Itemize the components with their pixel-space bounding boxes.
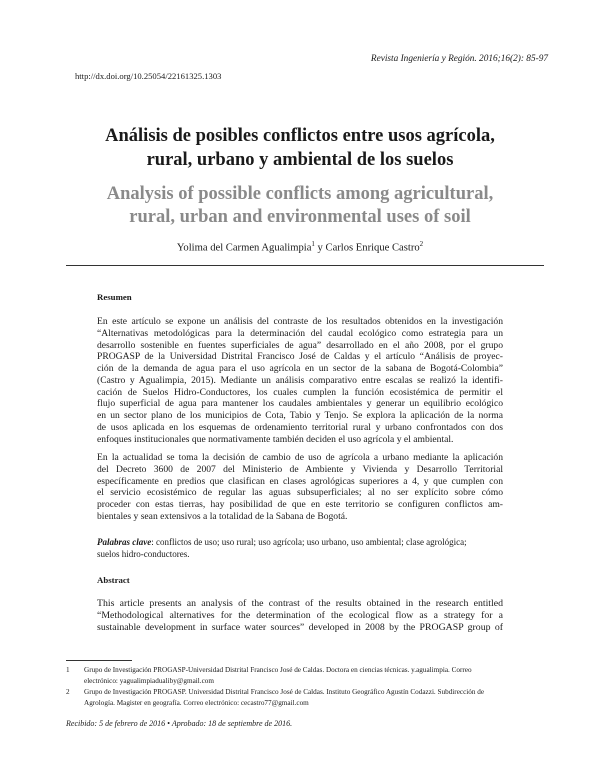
footnote-1: [66, 665, 550, 686]
resumen-paragraph-2: [97, 452, 503, 523]
footnote-line: Agrología. Magister en geografía. Correo electrónico: cecastro77@gmail.com: [84, 698, 309, 707]
title-spanish-line: rural, urbano y ambiental de los suelos: [146, 150, 454, 170]
keywords-list: : conflictos de uso; uso rural; uso agrícola; uso urbano, uso ambiental; clase agrológica;: [151, 537, 467, 547]
footnote-number: 1: [66, 666, 70, 674]
text-line: desarrollo sostenible en fuentes superficiales de agua” desarrollado en el año 2008, por el grupo: [97, 339, 503, 351]
text-line: cación de Suelos Hidro-Conductores, los cuales cumplen la función ecosistémica de permitir el: [97, 386, 503, 398]
title-english-line: Analysis of possible conflicts among agricultural,: [106, 184, 494, 204]
footnote-line: [66, 687, 550, 698]
text-line: sustainable development in surface water sources” developed in 2008 by the PROGASP group of: [97, 622, 503, 633]
keywords-line: suelos hidro-conductores.: [97, 549, 190, 559]
abstract-heading: Abstract: [97, 575, 130, 585]
text-line: En la actualidad se toma la decisión de cambio de uso de agrícola a urbano mediante la aplicación: [97, 452, 503, 463]
resumen-paragraph-1: [97, 316, 503, 445]
abstract-paragraph-1: [97, 598, 503, 634]
footnote-divider: [66, 660, 132, 661]
footnote-text: Grupo de Investigación PROGASP-Universidad Distrital Francisco José de Caldas. Doctora en ciencias técnicas. y.agualimpia. Correo: [84, 666, 472, 674]
footnote-text: Grupo de Investigación PROGASP. Universidad Distrital Francisco José de Caldas. Instituto Geográfico Agustín Codazzi. Subdirección de: [84, 688, 485, 696]
text-line: en un sector plano de los municipios de Cota, Tabio y Tenjo. Se explora la aplicación de la norma: [97, 410, 503, 421]
text-line: del Decreto 3600 de 2007 del Ministerio de Ambiente y Vivienda y Desarrollo Territorial: [97, 463, 503, 475]
text-line: enfoques institucionales que normativamente también deciden el uso agrícola y el ambiental.: [97, 433, 454, 445]
text-line: (Castro y Agualimpia, 2015). Mediante un análisis comparativo entre escalas se realizó la identifi-: [97, 374, 503, 386]
author-name: Carlos Enrique Castro: [325, 242, 420, 254]
title-english: [0, 183, 600, 229]
keywords-line: [97, 536, 503, 548]
footnote-number: 2: [66, 688, 70, 696]
author-conjunction: y: [314, 242, 326, 254]
footnote-2: [66, 687, 550, 708]
text-line: proceder con estas tierras, hay posibilidad de que en este territorio se configuren conflictos am-: [97, 499, 503, 510]
text-line: PROGASP de la Universidad Distrital Francisco José de Caldas y el artículo “Análisis de proyec-: [97, 351, 503, 363]
author-name: Yolima del Carmen Agualimpia: [176, 242, 312, 254]
text-line: bientales y sean extensivos a la totalidad de la Sabana de Bogotá.: [97, 510, 348, 522]
title-english-line: rural, urban and environmental uses of soil: [129, 207, 471, 227]
text-line: de usos aplicada en los esquemas de ordenamiento territorial rural y urbano confrontados con dos: [97, 421, 503, 433]
text-line: “Methodological alternatives for the determination of the ecological flow as a strategy for a: [97, 610, 503, 621]
author-list: [0, 240, 600, 254]
footnote-marker: 1: [311, 240, 315, 248]
title-spanish-line: Análisis de posibles conflictos entre usos agrícola,: [105, 126, 495, 146]
doi-link[interactable]: http://dx.doi.org/10.25054/22161325.1303: [75, 71, 222, 81]
footnote-marker: 2: [419, 240, 424, 248]
text-line: This article presents an analysis of the contrast of the results obtained in the research entitled: [97, 598, 503, 609]
received-approved-dates: Recibido: 5 de febrero de 2016 • Aprobado: 18 de septiembre de 2016.: [66, 719, 293, 728]
keywords-label: Palabras clave: [97, 537, 152, 547]
keywords: [97, 536, 503, 560]
footnote-line: electrónico: yagualimpiadualiby@gmail.com: [84, 676, 214, 685]
text-line: específicamente en predios que clasifican en clases agrológicas superiores a 4, y que cumplen con: [97, 475, 503, 487]
text-line: ción de la demanda de agua para el uso agrícola en un sector de la sabana de Bogotá-Colombia”: [97, 363, 503, 374]
title-spanish: [0, 124, 600, 172]
footnote-line: [66, 665, 550, 676]
title-divider: [66, 265, 544, 266]
text-line: el servicio ecosistémico de regular las aguas subsuperficiales; al no ser explícito sobre cómo: [97, 487, 503, 499]
text-line: En este artículo se expone un análisis del contraste de los resultados obtenidos en la investigación: [97, 316, 503, 327]
text-line: “Alternativas metodológicas para la determinación del caudal ecológico como estrategia para un: [97, 327, 503, 339]
journal-citation: Revista Ingeniería y Región. 2016;16(2): 85-97: [370, 54, 548, 64]
text-line: flujo superficial de agua para mantener los caudales ambientales y generar un equilibrio ecológico: [97, 398, 503, 410]
resumen-heading: Resumen: [97, 292, 132, 302]
